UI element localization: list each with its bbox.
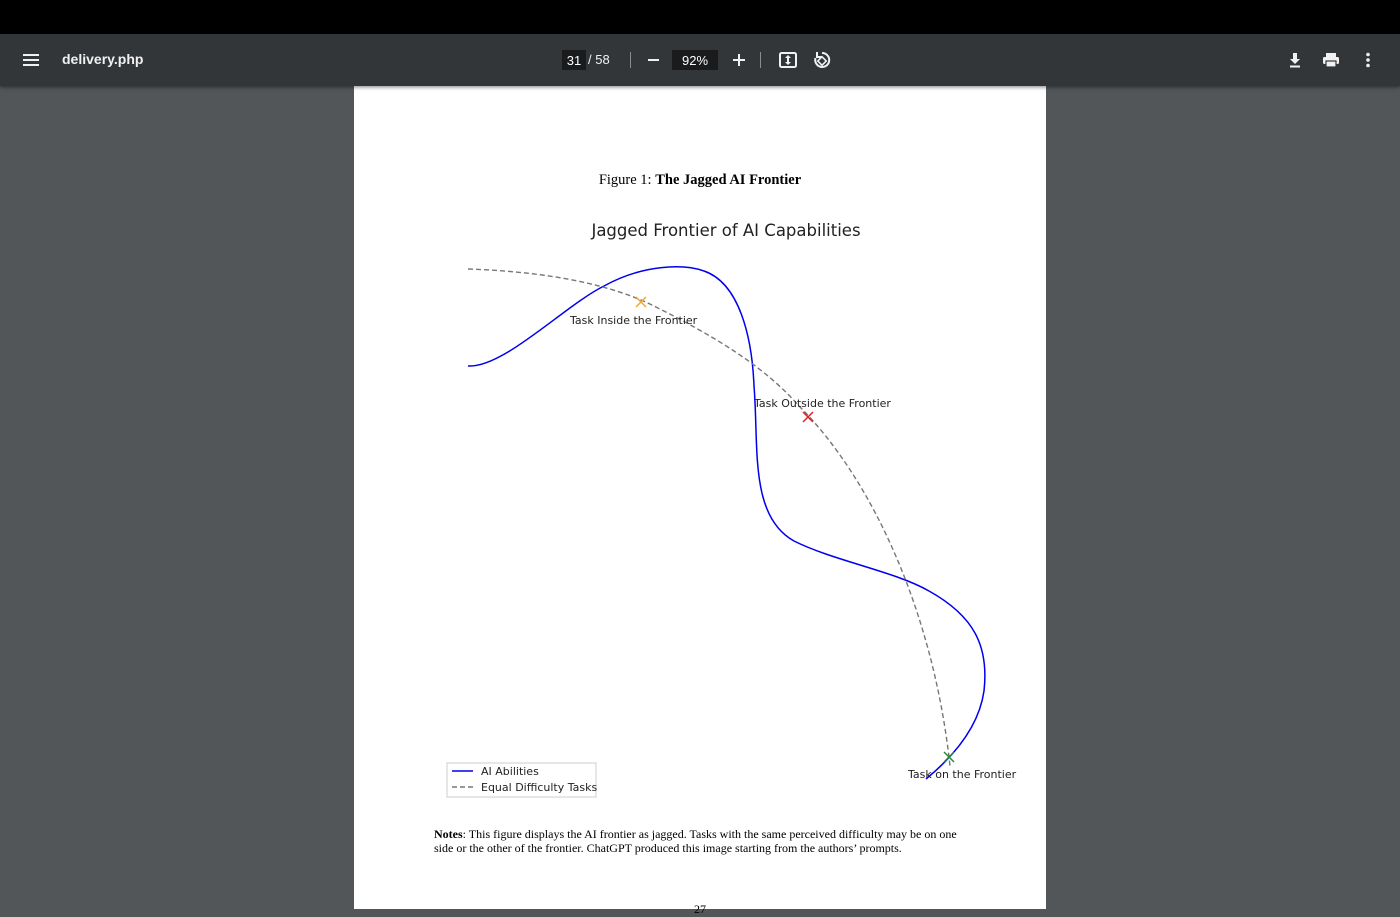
toolbar-divider [760, 52, 761, 68]
more-vert-icon[interactable] [1356, 48, 1380, 72]
plus-icon[interactable] [728, 48, 750, 72]
page-total: / 58 [588, 52, 610, 67]
legend-label-equal-difficulty: Equal Difficulty Tasks [481, 781, 598, 794]
chart-legend [447, 763, 597, 797]
legend-label-ai-abilities: AI Abilities [481, 765, 539, 778]
pdf-page [354, 86, 1046, 916]
series-equal-difficulty-line [468, 269, 950, 766]
figure-label: Figure 1: [598, 172, 656, 188]
marker-outside-frontier [803, 412, 813, 422]
notes-text: : This figure displays the AI frontier as jagged. Tasks with the same perceived difficulty may be on one side or the other of the frontier. ChatGPT produced this image starting from the authors’ prompts. [434, 827, 957, 855]
print-icon[interactable] [1319, 48, 1343, 72]
menu-icon[interactable] [16, 46, 46, 74]
zoom-level-input[interactable]: 92% [672, 50, 718, 70]
page-number-input[interactable]: 31 [562, 50, 586, 70]
toolbar-divider [630, 52, 631, 68]
chart-title: Jagged Frontier of AI Capabilities [591, 221, 861, 240]
document-title: delivery.php [62, 51, 144, 67]
window-top-bar [0, 0, 1400, 34]
notes-label: Notes [434, 827, 463, 841]
series-ai-abilities-line [468, 267, 985, 779]
pdf-toolbar [0, 34, 1400, 86]
jagged-frontier-chart [354, 86, 1046, 806]
page-footer-number: 27 [694, 902, 706, 916]
annotation-inside-frontier: Task Inside the Frontier [570, 314, 698, 327]
rotate-icon[interactable] [810, 48, 834, 72]
annotation-outside-frontier: Task Outside the Frontier [754, 397, 891, 410]
fit-page-icon[interactable] [776, 48, 800, 72]
figure-title: The Jagged AI Frontier [655, 172, 802, 188]
minus-icon[interactable] [642, 48, 664, 72]
download-icon[interactable] [1283, 48, 1307, 72]
figure-notes [434, 828, 974, 855]
annotation-on-frontier: Task on the Frontier [908, 768, 1017, 781]
